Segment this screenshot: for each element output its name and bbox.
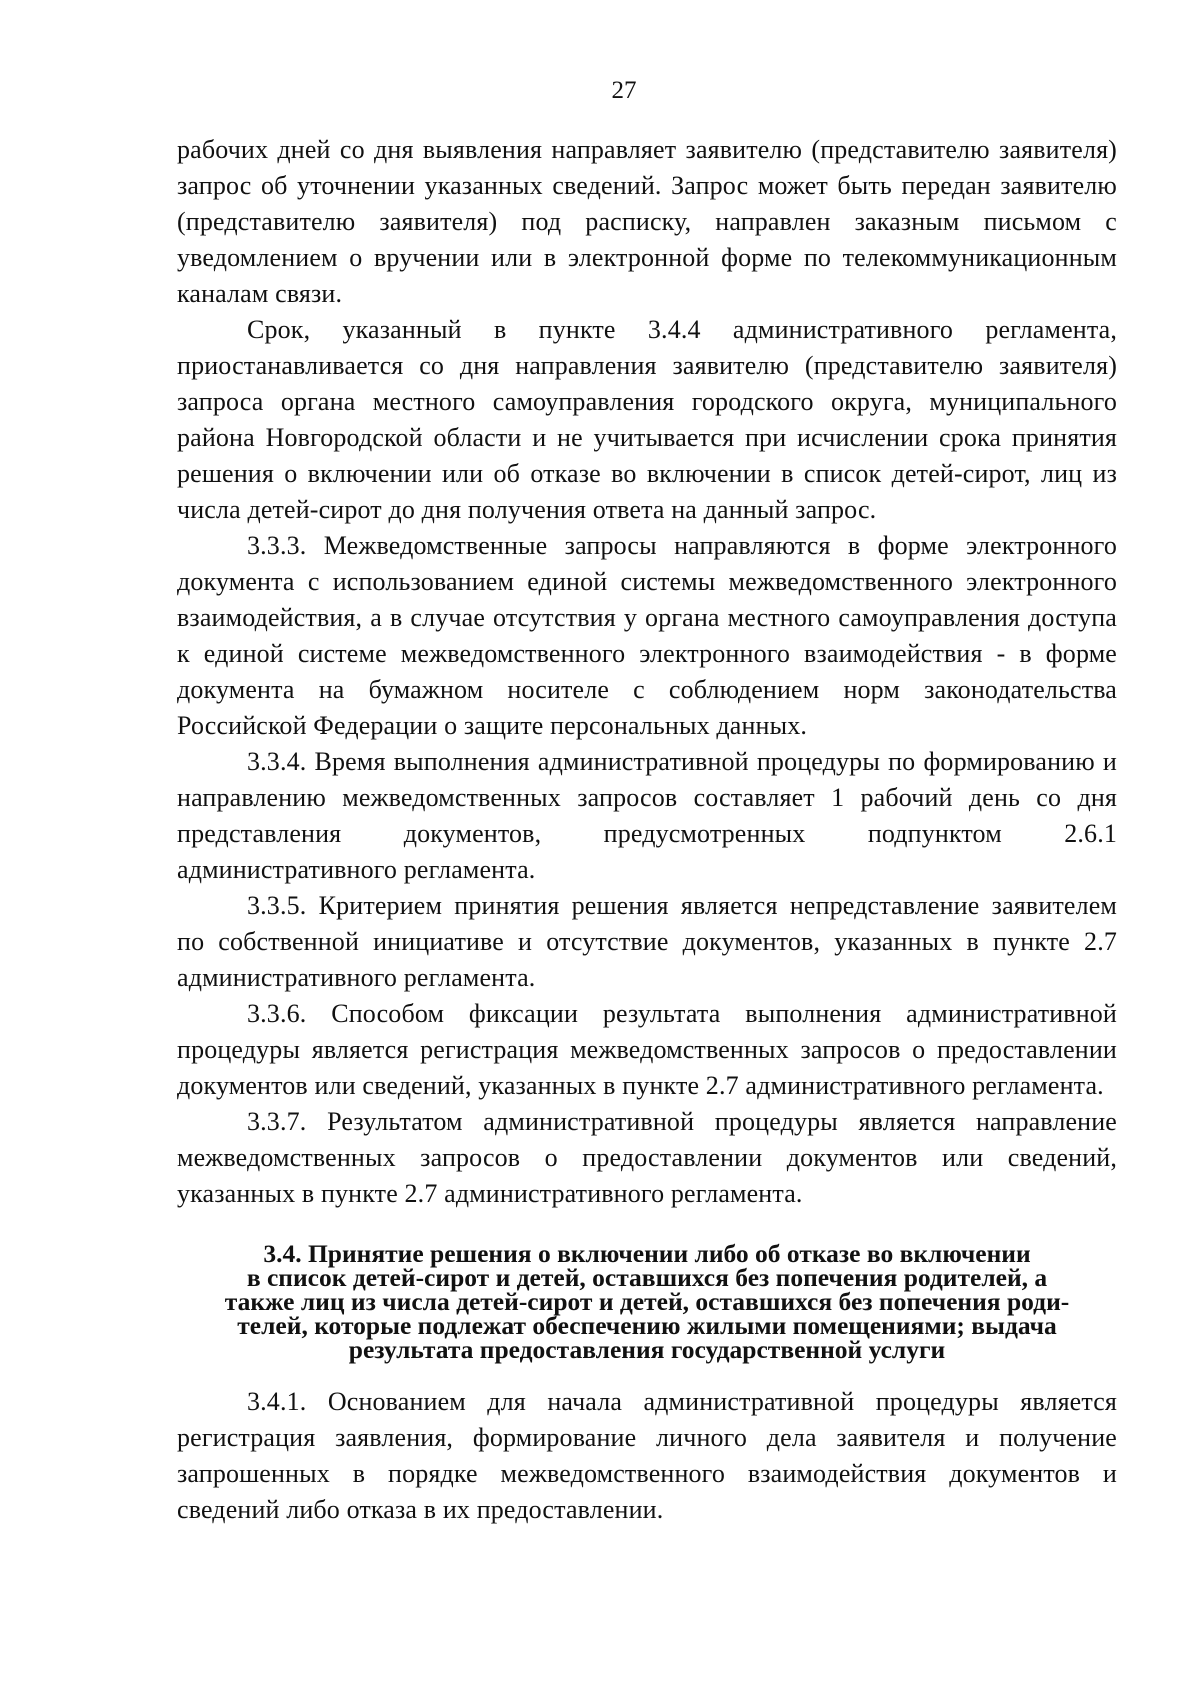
section-heading-line: результата предоставления государственной услуги xyxy=(348,1335,946,1364)
paragraph-3-3-4: 3.3.4. Время выполнения административной процедуры по формированию и направлению межведомственных запросов составляет 1 рабочий день со дня представления документов, предусмотренных подпунктом 2.6.1 административного регламента. xyxy=(177,747,1117,884)
paragraph-3-3-7: 3.3.7. Результатом административной процедуры является направление межведомственных запросов о предоставлении документов или сведений, указанных в пункте 2.7 административного регламента. xyxy=(177,1107,1117,1208)
paragraph-continuation: рабочих дней со дня выявления направляет заявителю (представителю заявителя) запрос об уточнении указанных сведений. Запрос может быть передан заявителю (представителю заявителя) под расписку, направлен заказным письмом с уведомлением о вручении или в электронной форме по телекоммуникационным каналам связи. xyxy=(177,135,1117,308)
paragraph-3-3-6: 3.3.6. Способом фиксации результата выполнения административной процедуры является регистрация межведомственных запросов о предоставлении документов или сведений, указанных в пункте 2.7 административного регламента. xyxy=(177,999,1117,1100)
section-heading-3-4 xyxy=(177,1239,1117,1364)
section-heading-line: 3.4. Принятие решения о включении либо об отказе во включении xyxy=(263,1239,1031,1268)
paragraph-3-4-1: 3.4.1. Основанием для начала административной процедуры является регистрация заявления, формирование личного дела заявителя и получение запрошенных в порядке межведомственного взаимодействия документов и сведений либо отказа в их предоставлении. xyxy=(177,1387,1117,1524)
section-heading-line: в список детей-сирот и детей, оставшихся без попечения родителей, а xyxy=(246,1263,1048,1292)
section-heading-line: телей, которые подлежат обеспечению жилыми помещениями; выдача xyxy=(237,1311,1057,1340)
paragraph-3-3-5: 3.3.5. Критерием принятия решения является непредставление заявителем по собственной инициативе и отсутствие документов, указанных в пункте 2.7 административного регламента. xyxy=(177,891,1117,992)
document-body xyxy=(177,132,1117,1528)
paragraph-term-suspension: Срок, указанный в пункте 3.4.4 административного регламента, приостанавливается со дня направления заявителю (представителю заявителя) запроса органа местного самоуправления городского округа, муниципального района Новгородской области и не учитывается при исчислении срока принятия решения о включении или об отказе во включении в список детей-сирот, лиц из числа детей-сирот до дня получения ответа на данный запрос. xyxy=(177,315,1117,524)
page-number: 27 xyxy=(611,77,637,104)
section-heading-line: также лиц из числа детей-сирот и детей, оставшихся без попечения роди- xyxy=(224,1287,1070,1316)
paragraph-3-3-3: 3.3.3. Межведомственные запросы направляются в форме электронного документа с использованием единой системы межведомственного электронного взаимодействия, а в случае отсутствия у органа местного самоуправления доступа к единой системе межведомственного электронного взаимодействия - в форме документа на бумажном носителе с соблюдением норм законодательства Российской Федерации о защите персональных данных. xyxy=(177,531,1117,740)
